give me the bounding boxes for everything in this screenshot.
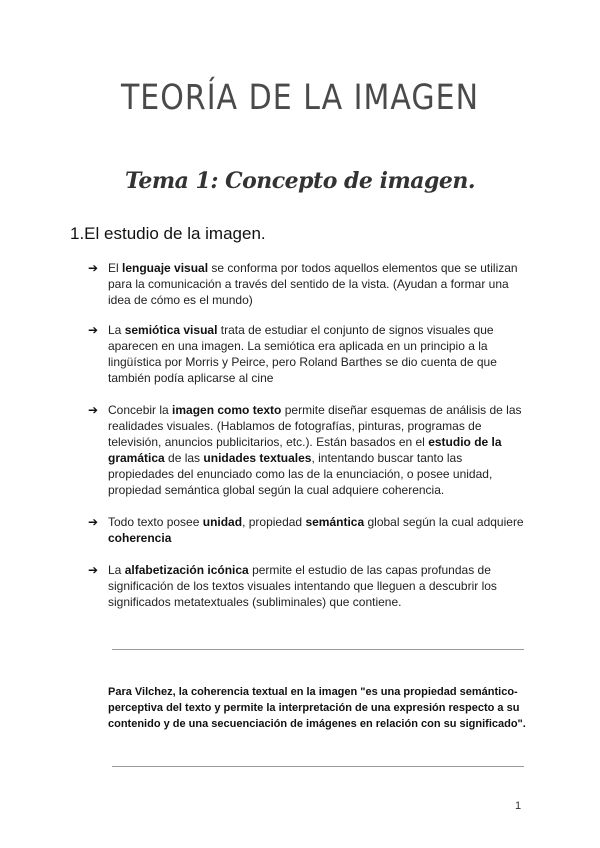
text-run: Concebir la [108,403,173,417]
bullet-text [108,562,528,610]
bold-term: lenguaje visual [122,261,209,275]
text-run: Todo texto posee [108,515,203,529]
bold-term: semántica [305,515,365,529]
text-run: La [108,323,125,337]
bullet-text [108,514,528,546]
text-run: La [108,563,125,577]
bold-term: unidades textuales [203,451,312,465]
text-run: global según la cual adquiere [364,515,524,529]
divider-bottom [112,766,524,767]
bullet-item [88,260,528,308]
section-heading: 1.El estudio de la imagen. [70,224,266,243]
document-subtitle: Tema 1: Concepto de imagen. [124,168,476,194]
text-run: , propiedad [242,515,306,529]
bold-term: coherencia [108,531,172,545]
arrow-bullet-icon: ➔ [88,403,99,417]
quote-block: Para Vilchez, la coherencia textual en la imagen "es una propiedad semántico-perceptiva del texto y permite la interpretación de una expresión respecto a su contenido y de una secuenciación de imágenes en relación con su significado". [108,686,526,730]
bullet-item [88,322,528,386]
text-run: trata de estudiar el conjunto de signos visuales que aparecen en una imagen. La semiótica era aplicada en un principio a la lingüística por Morris y Peirce, pero Roland Barthes se dio cuenta de que también podía aplicarse al cine [108,323,497,385]
arrow-bullet-icon: ➔ [88,515,99,529]
bold-term: semiótica visual [124,323,218,337]
arrow-bullet-icon: ➔ [88,323,99,337]
text-run: permite el estudio de las capas profundas de significación de los textos visuales intentando que lleguen a descubrir los significados metatextuales (subliminales) que contiene. [108,563,497,609]
bullet-text [108,402,528,498]
bullet-text [108,322,528,386]
arrow-bullet-icon: ➔ [88,563,99,577]
bold-term: alfabetización icónica [124,563,249,577]
bullet-text [108,260,528,308]
bold-term: unidad [202,515,243,529]
divider-top [112,649,524,650]
text-run: El [108,261,123,275]
bullet-item [88,562,528,610]
arrow-bullet-icon: ➔ [88,261,99,275]
page-number: 1 [515,800,522,812]
text-run: de las [164,451,204,465]
bullet-item [88,402,528,498]
text-run: permite diseñar esquemas de análisis de las realidades visuales. (Hablamos de fotografías, pinturas, programas de televisión, anuncios publicitarios, etc.). Están basados en el [108,403,522,449]
text-run: se conforma por todos aquellos elementos que se utilizan para la comunicación a través del sentido de la vista. (Ayudan a formar una idea de cómo es el mundo) [108,261,518,307]
bold-term: imagen como texto [172,403,282,417]
text-run: , intentando buscar tanto las propiedades del enunciado como las de la enunciación, o posee unidad, propiedad semántica global según la cual adquiere coherencia. [108,451,493,497]
bullet-item [88,514,528,546]
bold-term: estudio de la gramática [108,435,502,465]
document-title: TEORÍA DE LA IMAGEN [120,78,480,119]
